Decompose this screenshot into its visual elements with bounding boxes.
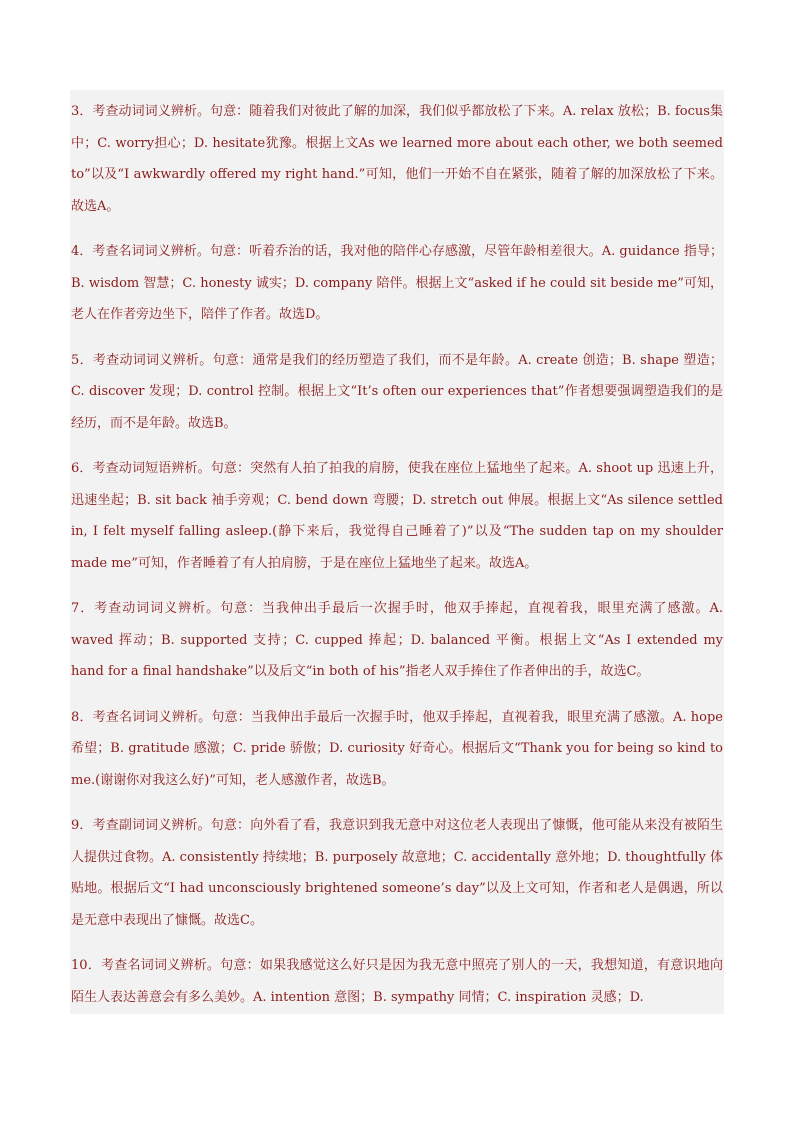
explanation-item-4: 4．考查名词词义辨析。句意：听着乔治的话，我对他的陪伴心存感激，尽管年龄相差很大。A. guidance 指导；B. wisdom 智慧；C. honesty 诚实；D. company 陪伴。根据上文“asked if he could sit beside me”可知，老人在作者旁边坐下，陪伴了作者。故选D。 (71, 244, 723, 322)
explanation-item-8: 8．考查名词词义辨析。句意：当我伸出手最后一次握手时，他双手捧起，直视着我，眼里充满了感激。A. hope 希望；B. gratitude 感激；C. pride 骄傲；D. curiosity 好奇心。根据后文“Thank you for being so kind to me.(谢谢你对我这么好)”可知，老人感激作者，故选B。 (71, 709, 723, 788)
answer-explanations (70, 96, 724, 1027)
explanation-item-3: 3．考查动词词义辨析。句意：随着我们对彼此了解的加深，我们似乎都放松了下来。A. relax 放松；B. focus集中；C. worry担心；D. hesitate犹豫。根据上文As we learned more about each other, we both seemed to”以及“I awkwardly offered my right hand.”可知，他们一开始不自在紧张，随着了解的加深放松了下来。故选A。 (71, 104, 723, 214)
explanation-item-5: 5．考查动词词义辨析。句意：通常是我们的经历塑造了我们，而不是年龄。A. create 创造；B. shape 塑造；C. discover 发现；D. control 控制。根据上文“It’s often our experiences that”作者想要强调塑造我们的是经历，而不是年龄。故选B。 (71, 352, 723, 431)
explanation-item-6: 6．考查动词短语辨析。句意：突然有人拍了拍我的肩膀，使我在座位上猛地坐了起来。A. shoot up 迅速上升，迅速坐起；B. sit back 袖手旁观；C. bend down 弯腰；D. stretch out 伸展。根据上文“As silence settled in, I felt myself falling asleep.(静下来后，我觉得自己睡着了)”以及“The sudden tap on my shoulder made me”可知，作者睡着了有人拍肩膀，于是在座位上猛地坐了起来。故选A。 (71, 461, 723, 571)
explanation-item-7: 7．考查动词词义辨析。句意：当我伸出手最后一次握手时，他双手捧起，直视着我，眼里充满了感激。A. waved 挥动；B. supported 支持；C. cupped 捧起；D. balanced 平衡。根据上文“As I extended my hand for a final handshake”以及后文“in both of his”指老人双手捧住了作者伸出的手，故选C。 (71, 601, 723, 679)
explanation-item-10: 10．考查名词词义辨析。句意：如果我感觉这么好只是因为我无意中照亮了别人的一天，我想知道，有意识地向陌生人表达善意会有多么美妙。A. intention 意图；B. sympathy 同情；C. inspiration 灵感；D. (71, 958, 723, 1005)
explanation-item-9: 9．考查副词词义辨析。句意：向外看了看，我意识到我无意中对这位老人表现出了慷慨，他可能从来没有被陌生人提供过食物。A. consistently 持续地；B. purposely 故意地；C. accidentally 意外地；D. thoughtfully 体贴地。根据后文“I had unconsciously brightened someone’s day”以及上文可知，作者和老人是偶遇，所以是无意中表现出了慷慨。故选C。 (71, 818, 723, 928)
